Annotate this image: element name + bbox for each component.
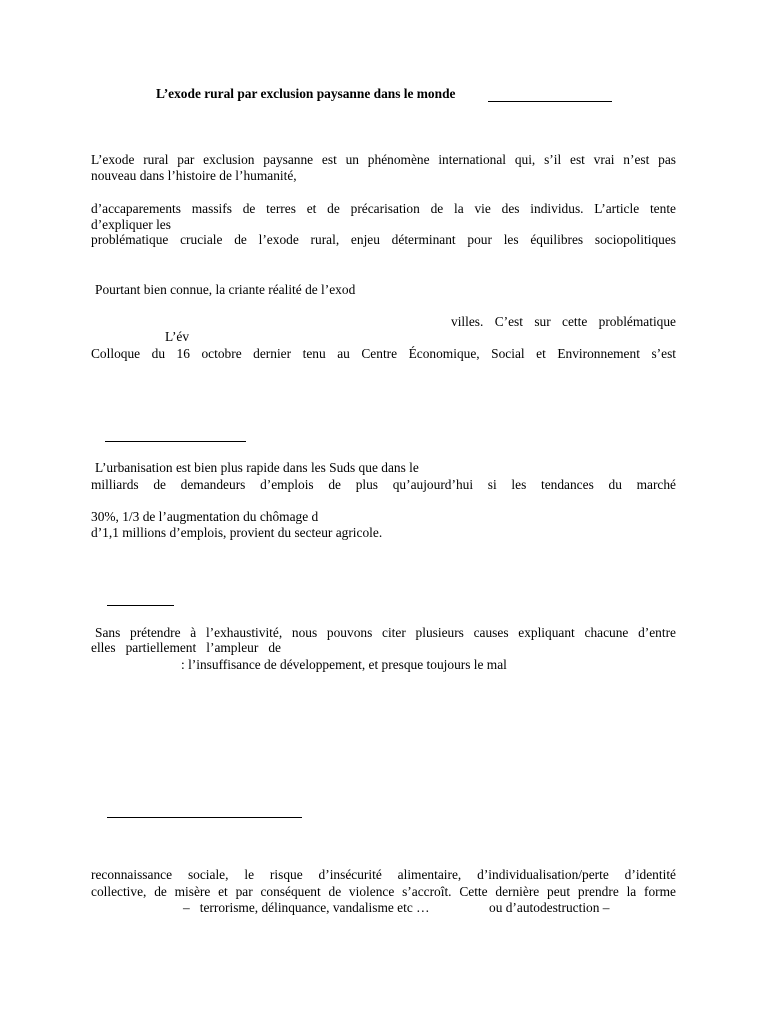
paragraph-line: d’expliquer les: [91, 217, 171, 232]
paragraph-line: reconnaissance sociale, le risque d’insécurité alimentaire, d’individualisation/perte d’identité: [91, 867, 676, 882]
section-rule: [107, 817, 302, 818]
paragraph-line: ou d’autodestruction –: [489, 900, 610, 915]
paragraph-line: nouveau dans l’histoire de l’humanité,: [91, 168, 297, 183]
title-underline: [488, 101, 612, 102]
paragraph-line: elles partiellement l’ampleur de: [91, 640, 281, 655]
paragraph-line: Sans prétendre à l’exhaustivité, nous pouvons citer plusieurs causes expliquant chacune d’entre: [95, 625, 676, 640]
document-title: L’exode rural par exclusion paysanne dans le monde: [156, 86, 456, 101]
paragraph-line: – terrorisme, délinquance, vandalisme etc …: [183, 900, 430, 915]
paragraph-line: L’év: [165, 329, 190, 344]
paragraph-line: collective, de misère et par conséquent de violence s’accroît. Cette dernière peut prendre la forme: [91, 884, 676, 899]
paragraph-line: d’accaparements massifs de terres et de précarisation de la vie des individus. L’article tente: [91, 201, 676, 216]
paragraph-line: Colloque du 16 octobre dernier tenu au Centre Économique, Social et Environnement s’est: [91, 346, 676, 361]
section-rule: [105, 441, 246, 442]
paragraph-line: 30%, 1/3 de l’augmentation du chômage d: [91, 509, 319, 524]
section-rule: [107, 605, 174, 606]
paragraph-line: milliards de demandeurs d’emplois de plus qu’aujourd’hui si les tendances du marché: [91, 477, 676, 492]
paragraph-line: : l’insuffisance de développement, et presque toujours le mal: [181, 657, 507, 672]
paragraph-line: problématique cruciale de l’exode rural, enjeu déterminant pour les équilibres sociopolitiques: [91, 232, 676, 247]
paragraph-line: L’urbanisation est bien plus rapide dans les Suds que dans le: [95, 460, 419, 475]
paragraph-line: L’exode rural par exclusion paysanne est un phénomène international qui, s’il est vrai n’est pas: [91, 152, 676, 167]
paragraph-line: villes. C’est sur cette problématique: [451, 314, 676, 329]
paragraph-line: d’1,1 millions d’emplois, provient du secteur agricole.: [91, 525, 383, 540]
paragraph-line: Pourtant bien connue, la criante réalité de l’exod: [95, 282, 356, 297]
